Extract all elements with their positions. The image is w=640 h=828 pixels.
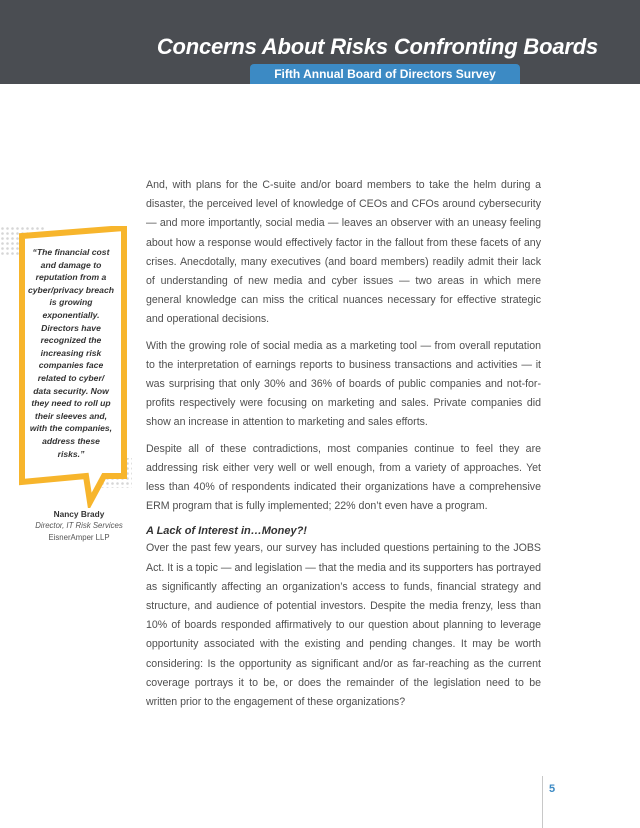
pull-quote-callout — [0, 226, 132, 506]
page-title: Concerns About Risks Confronting Boards — [156, 34, 598, 59]
body-paragraph-2: With the growing role of social media as a marketing tool — from overall reputation to the interpretation of earnings reports to business transactions and activities — it was surprising that only 30% and 36% of boards of public companies and not-for-profits respectively were focusing on marketing and sales. Private companies did show an increase in attention to marketing and sales efforts. — [146, 339, 541, 429]
quote-attribution — [30, 508, 128, 544]
survey-subtitle-tab: Fifth Annual Board of Directors Survey — [250, 64, 520, 84]
body-paragraph-3: Despite all of these contradictions, most companies continue to feel they are addressing risk either very well or well enough, from a variety of approaches. Yet less than 40% of respondents indicated their organizations have a comprehensive ERM program that is fully implemented; 22% don’t even have a program. — [146, 442, 541, 513]
body-paragraph-4: Over the past few years, our survey has included questions pertaining to the JOBS Act. It is a topic — and legislation — that the media and its supporters has portrayed as significantly affecting an organization’s access to funds, financial strategy and structure, and audience of potential investors. Despite the media frenzy, less than 10% of boards responded affirmatively to our question about planning to leverage opportunity associated with the existing and pending changes. It may be worth considering: Is the opportunity as significant and/or as far-reaching as the current coverage portrays it to be, or does the remainder of the legislation need to be written prior to the engagement of these organizations? — [146, 542, 541, 709]
page-number-divider — [542, 776, 543, 828]
header-band — [0, 0, 640, 84]
attribution-organization: EisnerAmper LLP — [48, 533, 110, 542]
page-number: 5 — [549, 783, 556, 795]
article-body — [146, 176, 541, 719]
body-paragraph-1: And, with plans for the C-suite and/or board members to take the helm during a disaster, the perceived level of knowledge of CEOs and CFOs around cybersecurity — and more importantly, social media — leaves an observer with an uneasy feeling about how a response would effectively factor in the fallout from these facets of any crises. Anecdotally, many executives (and board members) readily admit their lack of understanding of new media and cyber issues — two areas in which mere general knowledge can miss the critical nuances necessary for effective strategic and operational decisions. — [146, 179, 541, 326]
attribution-role: Director, IT Risk Services — [35, 521, 123, 530]
pull-quote-text: “The financial cost and damage to reputation from a cyber/privacy breach is growing exponentially. Directors have recognized the increasing risk companies face related to cyber/ data security. Now they need to roll up their sleeves and, with the companies, address these risks.” — [28, 247, 114, 459]
section-heading: A Lack of Interest in…Money?! — [146, 525, 307, 538]
attribution-name: Nancy Brady — [53, 509, 105, 519]
